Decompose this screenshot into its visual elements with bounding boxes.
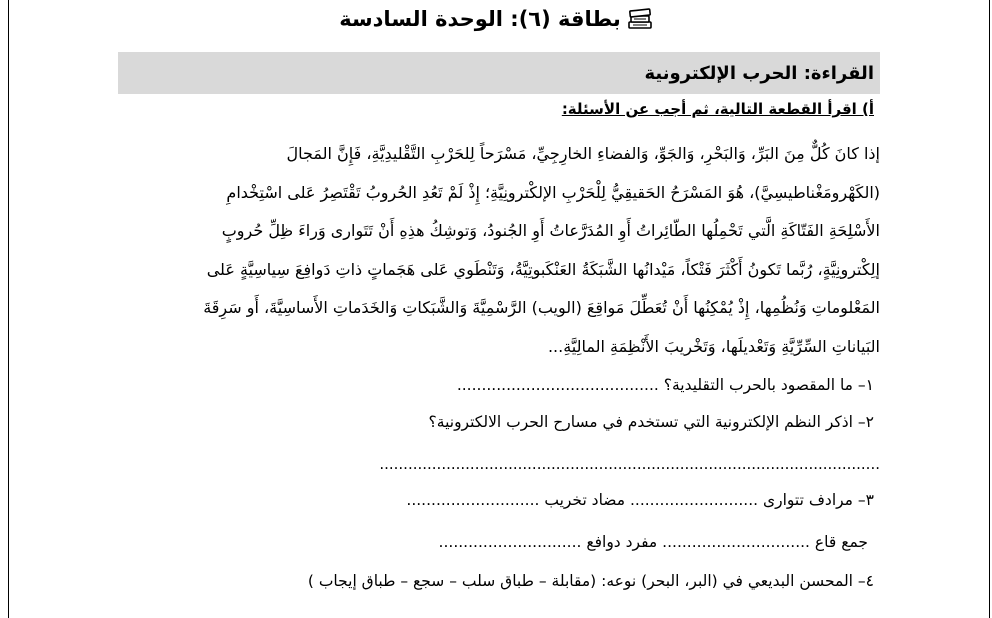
card-header: [0, 4, 992, 34]
instruction-text: أ) اقرأ القطعة التالية، ثم أجب عن الأسئلة:: [561, 100, 874, 118]
passage-line: المَعْلوماتِ وَنُظُمِها، إِذْ يُمْكِنُها أَنْ تُعَطِّلَ مَواقِعَ (الويب) الرَّسْمِيَّةَ وَالشَّبَكاتِ وَالخَدَماتِ الأَساسِيَّةَ، أَو سَرِقَةَ: [203, 298, 880, 317]
question-4: ٤– المحسن البديعي في (البر، البحر) نوعه: (مقابلة – طباق سلب – سجع – طباق إيجاب ): [307, 572, 874, 590]
question-3b: جمع قاع .............................. مفرد دوافع .............................: [438, 533, 868, 551]
reading-passage: [118, 135, 880, 366]
question-2: ٢– اذكر النظم الإلكترونية التي تستخدم في مسارح الحرب الالكترونية؟: [428, 413, 874, 431]
passage-line: إذا كانَ كُلٌّ مِنَ البَرِّ، وَالبَحْرِ، وَالجَوِّ، وَالفضاءِ الخارِجِيِّ، مَسْرَحاً لِلحَرْبِ التَّقْليدِيَّةِ، فَإِنَّ المَجالَ: [286, 144, 880, 163]
passage-line: إلِكْترونِيَّةٍ، رُبَّما تَكونُ أَكْثَرَ فَتْكاً، مَيْدانُها الشَّبَكَةُ العَنْكَبوتِيَّةُ، وَتَنْطَوي عَلى هَجَماتٍ ذاتِ دَوافِعَ سِياسِيَّةٍ عَلى: [206, 259, 880, 279]
section-title: القراءة: الحرب الإلكترونية: [644, 62, 874, 84]
section-header-bar: [118, 52, 880, 94]
question-1: ١– ما المقصود بالحرب التقليدية؟ .........................................: [456, 376, 874, 394]
passage-line: الأَسْلِحَةِ الفَتّاكَةِ الَّتي تَحْمِلُها الطّائِراتُ أَوِ المُدَرَّعاتُ أَوِ الجُنودُ، وَتوشِكُ هذِهِ أَنْ تَتَوارى وَراءَ ظِلِّ حُروبٍ: [221, 221, 880, 240]
page-title: بطاقة (٦): الوحدة السادسة: [339, 7, 621, 31]
passage-line: (الكَهْرومَغْناطيسِيَّ)، هُوَ المَسْرَحُ الحَقيقِيُّ لِلْحَرْبِ الإلكْترونِيَّةِ؛ إِذْ لَمْ تَعُدِ الحُروبُ تَقْتَصِرُ عَلى اسْتِخْدامِ: [226, 182, 880, 202]
question-3: ٣– مرادف تتوارى .......................... مضاد تخريب ...........................: [406, 491, 874, 509]
answer-line-2: .........................................................................................................: [379, 455, 880, 473]
books-icon: [627, 7, 653, 31]
passage-line: البَياناتِ السِّرِّيَّةِ وَتَعْديلَها، وَتَخْريبَ الأَنْظِمَةِ المالِيَّةِ...: [547, 336, 880, 356]
